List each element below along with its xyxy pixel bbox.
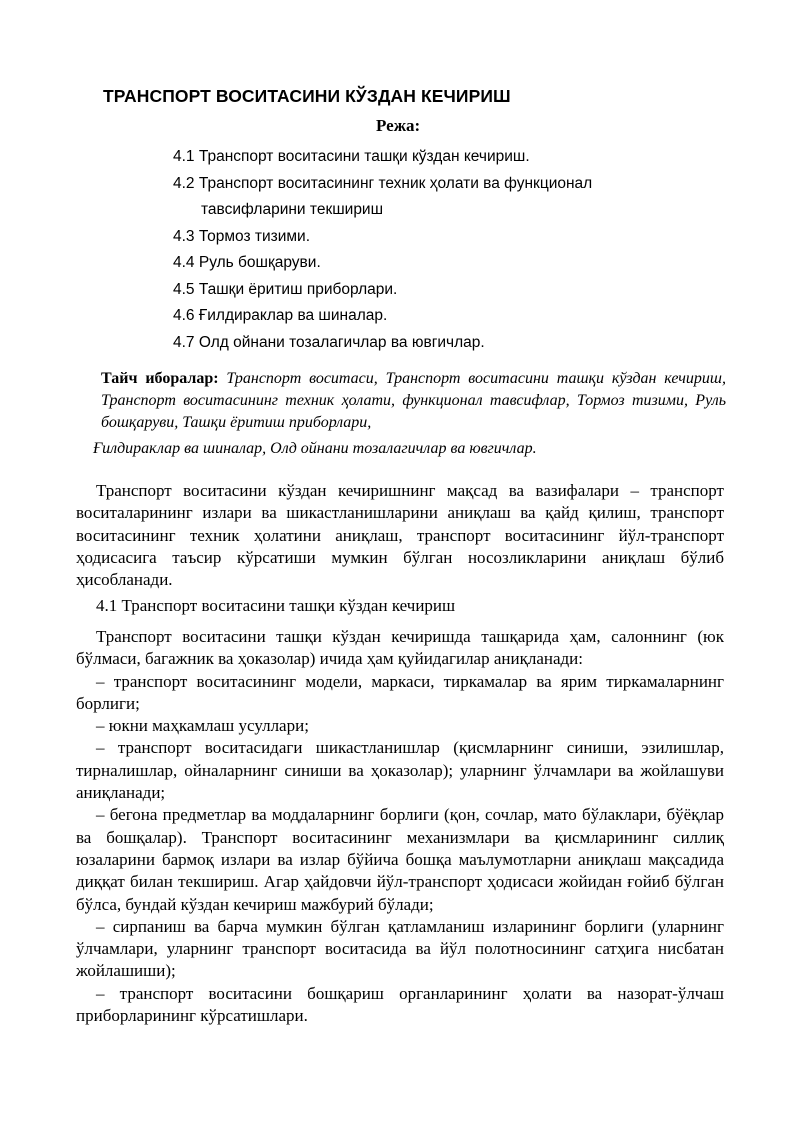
plan-item xyxy=(173,171,592,224)
keywords-text: Транспорт воситаси, Транспорт воситасини ташқи кўздан кечириш, Транспорт воситасининг техник ҳолати, функционал тавсифлар, Тормоз тизими, Руль бошқаруви, Ташқи ёритиш приборлари, xyxy=(101,370,726,431)
plan-item: 4.1 Транспорт воситасини ташқи кўздан кечириш. xyxy=(173,148,530,165)
list-item: – транспорт воситасидаги шикастланишлар (қисмларнинг синиши, эзилишлар, тирналишлар, ойналарнинг синиши ва ҳоказолар); уларнинг ўлчамлари ва жойлашуви аниқланади; xyxy=(76,738,724,803)
plan-item: 4.7 Олд ойнани тозалагичлар ва ювгичлар. xyxy=(173,333,485,351)
section-paragraph: Транспорт воситасини ташқи кўздан кечиришда ташқарида ҳам, салоннинг (юк бўлмаси, багажник ва ҳоказолар) ичида ҳам қуйидагилар аниқланади: xyxy=(76,627,724,669)
plan-item: 4.6 Ғилдираклар ва шиналар. xyxy=(173,307,388,324)
list-item: – юкни маҳкамлаш усуллари; xyxy=(96,716,309,736)
plan-item: 4.3 Тормоз тизими. xyxy=(173,227,311,245)
list-item: – бегона предметлар ва моддаларнинг борлиги (қон, сочлар, мато бўлаклари, бўёқлар ва бошқалар). Транспорт воситасининг механизмлари ва қисмларининг силлиқ юзаларини бармоқ излари ва излар бўйича бошқа маълумотларни аниқлаш мақсадида диққат билан текшириш. Агар ҳайдовчи йўл-транспорт ҳодисаси жойидан ғойиб бўлган бўлса, бундай кўздан кечириш мажбурий бўлади; xyxy=(76,805,724,914)
plan-item-continuation: тавсифларини текшириш xyxy=(201,201,384,218)
intro-paragraph: Транспорт воситасини кўздан кечиришнинг мақсад ва вазифалари – транспорт воситаларининг излари ва шикастланишларини аниқлаш ва қайд қилиш, транспорт воситасининг техник ҳолатини аниқлаш, транспорт воситасининг йўл-транспорт ҳодисасига таъсир кўрсатиши мумкин бўлган носозликларини аниқлаш бўлиб ҳисобланади. xyxy=(76,481,724,590)
keywords-last-line: Ғилдираклар ва шиналар, Олд ойнани тозалагичлар ва ювгичлар. xyxy=(93,440,537,457)
list-item: – сирпаниш ва барча мумкин бўлган қатламланиш изларининг борлиги (уларнинг ўлчамлари, уларнинг транспорт воситасида ва йўл полотносининг сатҳига нисбатан жойлашиши); xyxy=(76,916,724,981)
keywords-block xyxy=(101,368,726,434)
plan-heading: Режа: xyxy=(376,116,421,135)
section-body xyxy=(76,626,724,1027)
document-title: ТРАНСПОРТ ВОСИТАСИНИ КЎЗДАН КЕЧИРИШ xyxy=(103,86,511,106)
plan-item: 4.4 Руль бошқаруви. xyxy=(173,254,321,271)
plan-item-text: 4.2 Транспорт воситасининг техник ҳолати ва функционал xyxy=(173,174,593,192)
plan-list xyxy=(173,144,592,356)
list-item: – транспорт воситасини бошқариш органларининг ҳолати ва назорат-ўлчаш приборларининг кўрсатишлари. xyxy=(76,983,724,1026)
list-item: – транспорт воситасининг модели, маркаси, тиркамалар ва ярим тиркамаларнинг борлиги; xyxy=(76,671,724,713)
keywords-label: Тайч иборалар: xyxy=(101,370,219,387)
plan-item: 4.5 Ташқи ёритиш приборлари. xyxy=(173,280,398,298)
section-heading: 4.1 Транспорт воситасини ташқи кўздан кечириш xyxy=(96,596,456,615)
